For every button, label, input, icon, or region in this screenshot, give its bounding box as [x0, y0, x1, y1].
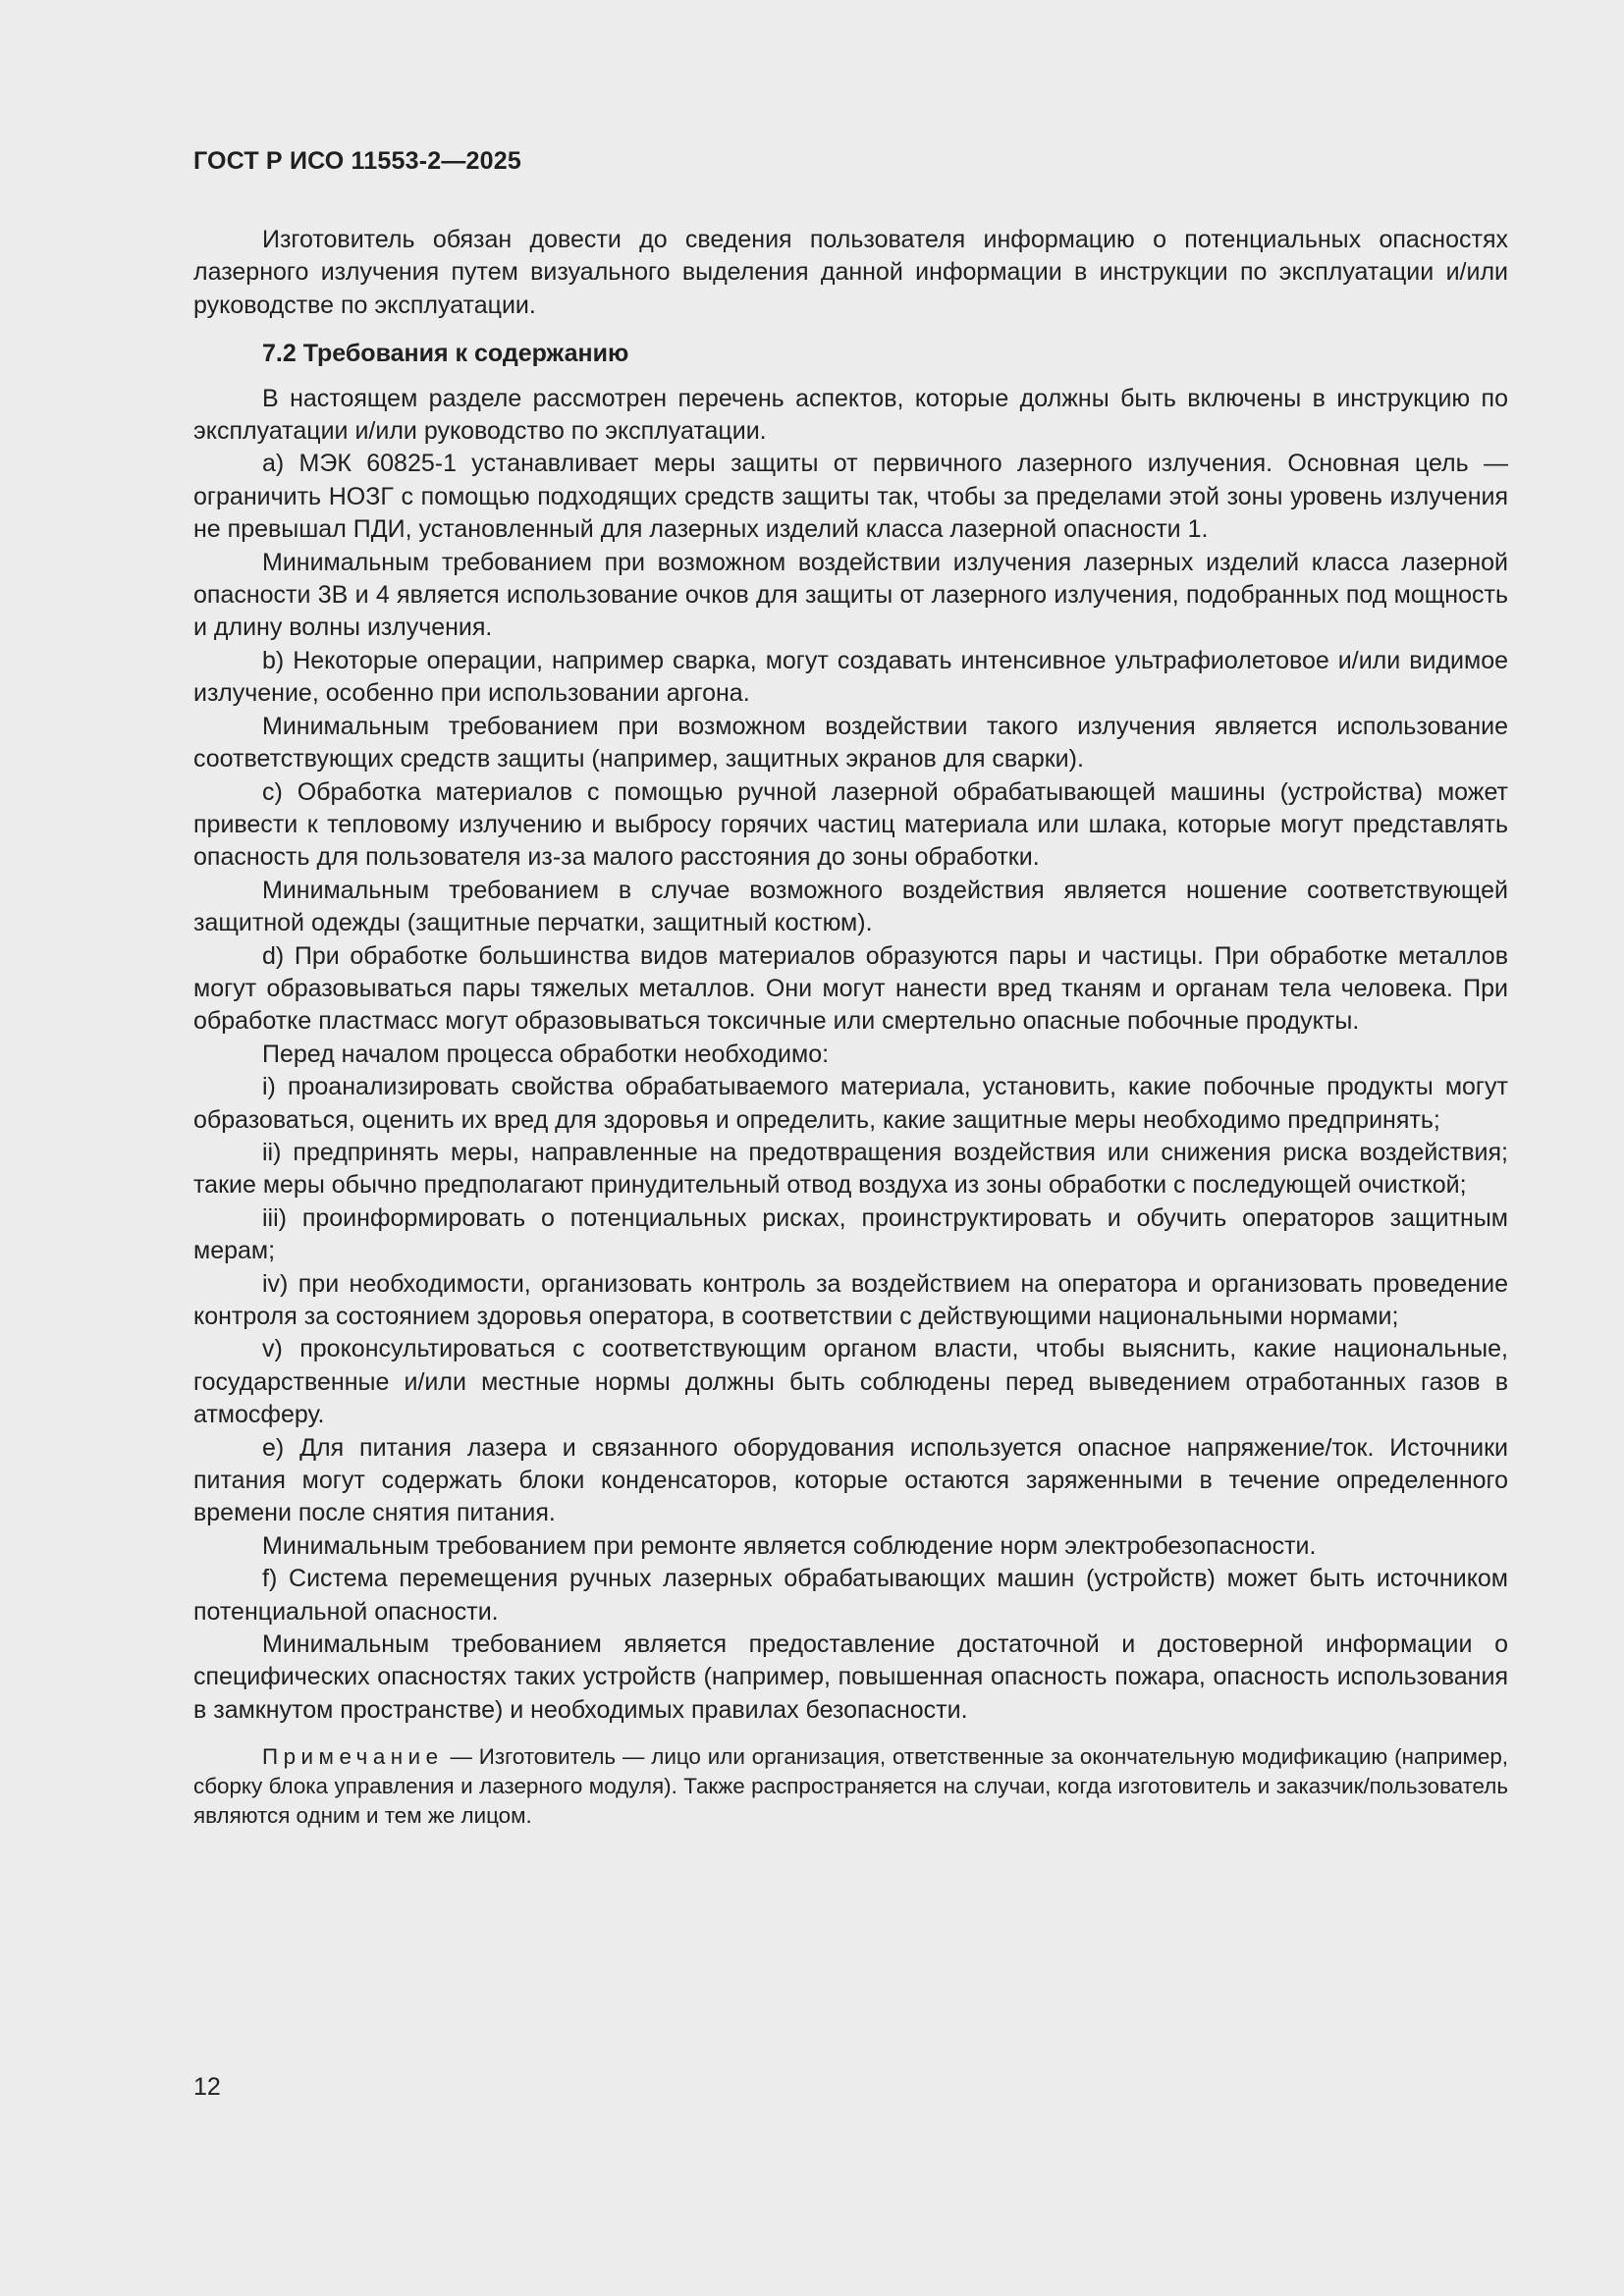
sublist-item-i: i) проанализировать свойства обрабатываемого материала, установить, какие побочные продукты могут образоваться, оценить их вред для здоровья и определить, какие защитные меры необходимо предпринять; — [193, 1073, 1508, 1134]
sublist-item-v: v) проконсультироваться с соответствующим органом власти, чтобы выяснить, какие национальные, государственные и/или местные нормы должны быть соблюдены перед выведением отработанных газов в атмосферу. — [193, 1335, 1508, 1429]
list-item-b: b) Некоторые операции, например сварка, могут создавать интенсивное ультрафиолетовое и/или видимое излучение, особенно при использовании аргона. — [193, 646, 1508, 708]
paragraph: Минимальным требованием при возможном воздействии излучения лазерных изделий класса лазерной опасности 3В и 4 является использование очков для защиты от лазерного излучения, подобранных под мощность и длину волны излучения. — [193, 548, 1508, 642]
section-heading: 7.2 Требования к содержанию — [262, 340, 629, 368]
list-item-f: f) Система перемещения ручных лазерных обрабатывающих машин (устройств) может быть источником потенциальной опасности. — [193, 1565, 1508, 1626]
paragraph: Минимальным требованием при возможном воздействии такого излучения является использование соответствующих средств защиты (например, защитных экранов для сварки). — [193, 712, 1508, 774]
list-item-e: e) Для питания лазера и связанного оборудования используется опасное напряжение/ток. Источники питания могут содержать блоки конденсаторов, которые остаются заряженными в течение определенного времени после снятия питания. — [193, 1433, 1508, 1527]
page-number: 12 — [193, 2073, 221, 2101]
sublist-item-ii: ii) предпринять меры, направленные на предотвращения воздействия или снижения риска воздействия; такие меры обычно предполагают принудительный отвод воздуха из зоны обработки с последующей очисткой; — [193, 1138, 1508, 1200]
paragraph: Перед началом процесса обработки необходимо: — [262, 1040, 830, 1068]
note — [193, 1742, 1508, 1831]
paragraph: Минимальным требованием является предоставление достаточной и достоверной информации о специфических опасностях таких устройств (например, повышенная опасность пожара, опасность использования в замкнутом пространстве) и необходимых правилах безопасности. — [193, 1630, 1508, 1724]
sublist-item-iv: iv) при необходимости, организовать контроль за воздействием на оператора и организовать проведение контроля за состоянием здоровья оператора, в соответствии с действующими национальными нормами; — [193, 1269, 1508, 1330]
paragraph: В настоящем разделе рассмотрен перечень аспектов, которые должны быть включены в инструкцию по эксплуатации и/или руководство по эксплуатации. — [193, 384, 1508, 446]
sublist-item-iii: iii) проинформировать о потенциальных рисках, проинструктировать и обучить операторов защитным мерам; — [193, 1203, 1508, 1265]
paragraph: Минимальным требованием при ремонте является соблюдение норм электробезопасности. — [262, 1531, 1317, 1560]
document-header: ГОСТ Р ИСО 11553-2—2025 — [193, 147, 521, 175]
list-item-d: d) При обработке большинства видов материалов образуются пары и частицы. При обработке металлов могут образовываться пары тяжелых металлов. Они могут нанести вред тканям и органам тела человека. При обработке пластмасс могут образовываться токсичные или смертельно опасные побочные продукты. — [193, 941, 1508, 1036]
document-body — [193, 224, 1508, 1831]
list-item-a: a) МЭК 60825-1 устанавливает меры защиты от первичного лазерного излучения. Основная цель — ограничить НОЗГ с помощью подходящих средств защиты так, чтобы за пределами этой зоны уровень излучения не превышал ПДИ, установленный для лазерных изделий класса лазерной опасности 1. — [193, 450, 1508, 544]
paragraph: Минимальным требованием в случае возможного воздействия является ношение соответствующей защитной одежды (защитные перчатки, защитный костюм). — [193, 876, 1508, 937]
intro-paragraph: Изготовитель обязан довести до сведения пользователя информацию о потенциальных опасностях лазерного излучения путем визуального выделения данной информации в инструкции по эксплуатации и/или руководстве по эксплуатации. — [193, 226, 1508, 319]
note-text: — Изготовитель — лицо или организация, ответственные за окончательную модификацию (например, сборку блока управления и лазерного модуля). Также распространяется на случаи, когда изготовитель и заказчик/пользователь являются одним и тем же лицом. — [193, 1744, 1508, 1829]
list-item-c: c) Обработка материалов с помощью ручной лазерной обрабатывающей машины (устройства) может привести к тепловому излучению и выбросу горячих частиц материала или шлака, которые могут представлять опасность для пользователя из-за малого расстояния до зоны обработки. — [193, 777, 1508, 872]
note-label: Примечание — [262, 1744, 444, 1770]
